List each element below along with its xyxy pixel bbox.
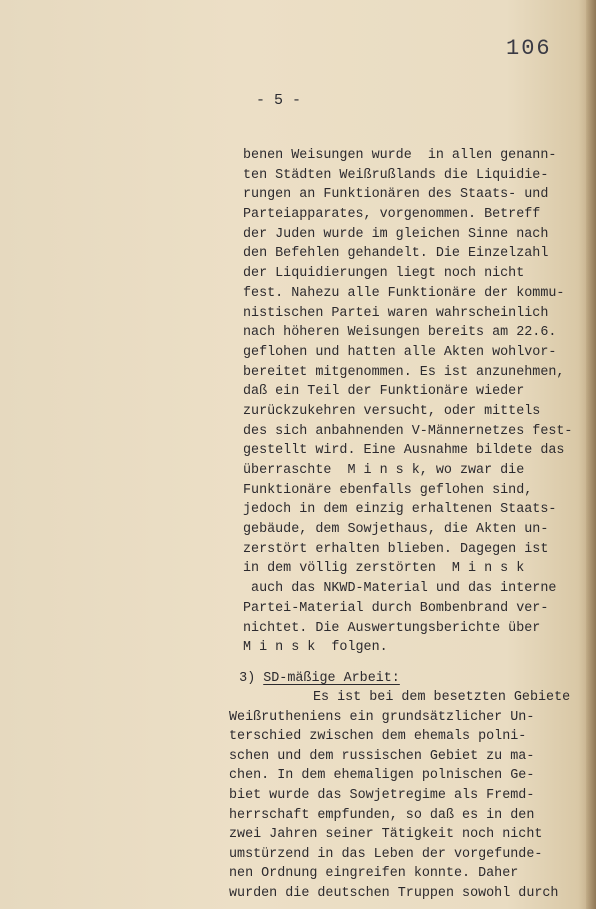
text-line: umstürzend in das Leben der vorgefunde- [229,846,543,862]
body-text [243,146,573,658]
text-line: zerstört erhalten blieben. Dagegen ist [243,541,549,557]
text-line: ten Städten Weißrußlands die Liquidie- [243,167,549,183]
text-line: schen und dem russischen Gebiet zu ma- [229,748,535,764]
text-line: der Juden wurde im gleichen Sinne nach [243,226,549,242]
page-number: - 5 - [256,92,302,109]
text-line: Funktionäre ebenfalls geflohen sind, [243,482,533,498]
text-line: nach höheren Weisungen bereits am 22.6. [243,325,557,341]
text-line: gestellt wird. Eine Ausnahme bildete das [243,443,565,459]
text-line: geflohen und hatten alle Akten wohlvor- [243,344,557,360]
text-line: zwei Jahren seiner Tätigkeit noch nicht [229,827,543,843]
text-line: gebäude, dem Sowjethaus, die Akten un- [243,522,549,538]
text-line: nichtet. Die Auswertungsberichte über [243,620,541,636]
text-line: Partei-Material durch Bombenbrand ver- [243,600,549,616]
text-line: Parteiapparates, vorgenommen. Betreff [243,207,541,223]
text-line: biet wurde das Sowjetregime als Fremd- [229,787,535,803]
text-line: terschied zwischen dem ehemals polni- [229,729,527,745]
text-line: bereitet mitgenommen. Es ist anzunehmen, [243,364,565,380]
section-title: SD-mäßige Arbeit: [263,671,400,686]
text-line: Weißrutheniens ein grundsätzlicher Un- [229,709,535,725]
page-edge-shadow [586,0,596,909]
text-line: den Befehlen gehandelt. Die Einzelzahl [243,246,549,262]
text-line: jedoch in dem einzig erhaltenen Staats- [243,502,557,518]
text-line: nistischen Partei waren wahrscheinlich [243,305,549,321]
text-line: der Liquidierungen liegt noch nicht [243,266,525,282]
text-line: daß ein Teil der Funktionäre wieder [243,384,525,400]
text-line: rungen an Funktionären des Staats- und [243,187,549,203]
text-line: M i n s k folgen. [243,640,388,656]
text-line: überraschte M i n s k, wo zwar die [243,463,525,478]
section-number: 3) [239,671,256,686]
text-line: auch das NKWD-Material und das interne [243,581,557,597]
text-line: zurückzukehren versucht, oder mittels [243,403,541,419]
text-line: chen. In dem ehemaligen polnischen Ge- [229,768,535,784]
section-body-text [229,688,569,904]
text-line: des sich anbahnenden V-Männernetzes fest- [243,423,573,439]
text-line: benen Weisungen wurde in allen genann- [243,148,557,163]
folio-number: 106 [506,36,552,61]
text-line: herrschaft empfunden, so daß es in den [229,807,535,823]
text-line: wurden die deutschen Truppen sowohl durch [229,885,559,901]
text-line: fest. Nahezu alle Funktionäre der kommu- [243,285,565,301]
text-line: nen Ordnung eingreifen konnte. Daher [229,866,519,882]
text-line: in dem völlig zerstörten M i n s k [243,561,525,577]
text-line: Es ist bei dem besetzten Gebiete [313,690,571,705]
